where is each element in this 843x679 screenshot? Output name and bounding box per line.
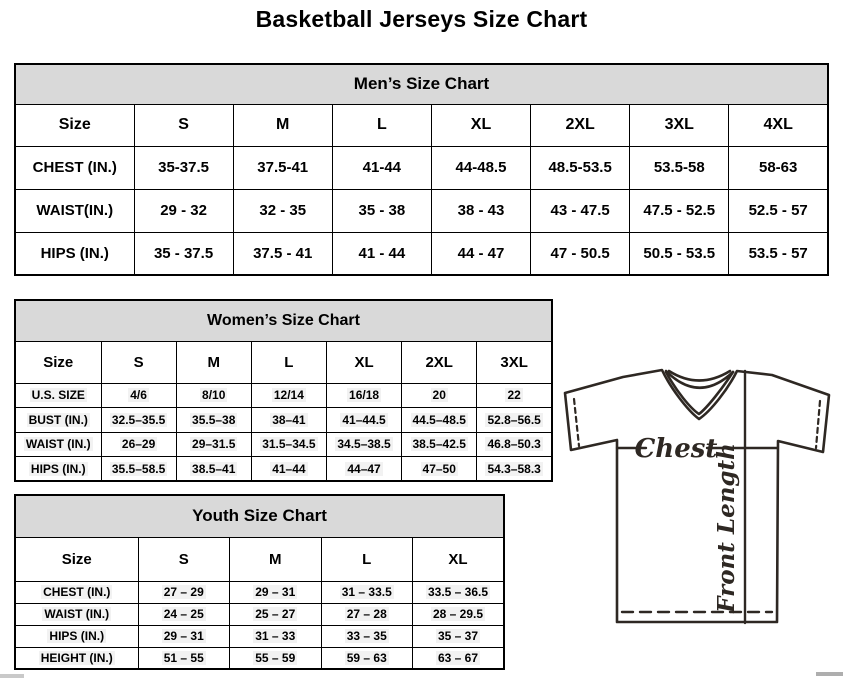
size-header-label: Size (15, 537, 138, 581)
youth-table-title: Youth Size Chart (15, 495, 504, 537)
value-cell: 47–50 (402, 457, 477, 482)
row-label: HEIGHT (IN.) (15, 647, 138, 669)
value-cell: 35-37.5 (134, 146, 233, 189)
size-header-row (15, 104, 828, 146)
mens-size-table (14, 63, 829, 276)
value-cell: 52.8–56.5 (477, 408, 552, 433)
table-row (15, 457, 552, 482)
collar-arc-inner (669, 371, 730, 381)
table-row (15, 647, 504, 669)
row-label: HIPS (IN.) (15, 232, 134, 275)
value-cell: 38.5–42.5 (402, 432, 477, 457)
mens-table-title: Men’s Size Chart (15, 64, 828, 104)
value-cell: 52.5 - 57 (729, 189, 828, 232)
value-cell: 54.3–58.3 (477, 457, 552, 482)
size-column-header: M (233, 104, 332, 146)
table-row (15, 146, 828, 189)
value-cell: 43 - 47.5 (531, 189, 630, 232)
value-cell: 50.5 - 53.5 (630, 232, 729, 275)
womens-table-title: Women’s Size Chart (15, 300, 552, 341)
value-cell: 29 – 31 (230, 581, 322, 603)
table-row (15, 432, 552, 457)
scrollbar-fragment-right[interactable] (816, 672, 843, 676)
page-title: Basketball Jerseys Size Chart (255, 6, 588, 32)
row-label: CHEST (IN.) (15, 581, 138, 603)
size-column-header: XL (326, 341, 401, 383)
size-column-header: XL (431, 104, 530, 146)
size-column-header: L (251, 341, 326, 383)
jersey-outline (565, 370, 829, 622)
size-column-header: M (176, 341, 251, 383)
row-label: HIPS (IN.) (15, 457, 101, 482)
value-cell: 37.5 - 41 (233, 232, 332, 275)
size-column-header: L (332, 104, 431, 146)
size-column-header: S (134, 104, 233, 146)
value-cell: 47.5 - 52.5 (630, 189, 729, 232)
value-cell: 55 – 59 (230, 647, 322, 669)
value-cell: 35.5–38 (176, 408, 251, 433)
value-cell: 46.8–50.3 (477, 432, 552, 457)
size-column-header: 4XL (729, 104, 828, 146)
value-cell: 63 – 67 (413, 647, 505, 669)
jersey-diagram-icon (556, 362, 838, 654)
value-cell: 24 – 25 (138, 603, 230, 625)
value-cell: 48.5-53.5 (531, 146, 630, 189)
value-cell: 16/18 (326, 383, 401, 408)
row-label: WAIST(IN.) (15, 189, 134, 232)
womens-size-table (14, 299, 553, 482)
value-cell: 22 (477, 383, 552, 408)
value-cell: 41–44.5 (326, 408, 401, 433)
value-cell: 35 - 37.5 (134, 232, 233, 275)
youth-table-header-band (15, 495, 504, 537)
value-cell: 29 - 32 (134, 189, 233, 232)
value-cell: 20 (402, 383, 477, 408)
size-column-header: 3XL (477, 341, 552, 383)
value-cell: 38–41 (251, 408, 326, 433)
value-cell: 32 - 35 (233, 189, 332, 232)
value-cell: 41-44 (332, 146, 431, 189)
value-cell: 53.5-58 (630, 146, 729, 189)
size-column-header: M (230, 537, 322, 581)
value-cell: 32.5–35.5 (101, 408, 176, 433)
scrollbar-fragment-left[interactable] (0, 674, 24, 678)
mens-table-header-band (15, 64, 828, 104)
value-cell: 31 – 33.5 (321, 581, 413, 603)
table-row (15, 189, 828, 232)
table-row (15, 603, 504, 625)
table-row (15, 383, 552, 408)
row-label: HIPS (IN.) (15, 625, 138, 647)
value-cell: 12/14 (251, 383, 326, 408)
size-header-label: Size (15, 341, 101, 383)
value-cell: 4/6 (101, 383, 176, 408)
value-cell: 34.5–38.5 (326, 432, 401, 457)
table-row (15, 408, 552, 433)
value-cell: 44.5–48.5 (402, 408, 477, 433)
size-column-header: 3XL (630, 104, 729, 146)
size-header-label: Size (15, 104, 134, 146)
value-cell: 31 – 33 (230, 625, 322, 647)
value-cell: 35 – 37 (413, 625, 505, 647)
table-row (15, 581, 504, 603)
value-cell: 27 – 28 (321, 603, 413, 625)
row-label: WAIST (IN.) (15, 603, 138, 625)
chest-label: Chest (634, 434, 718, 464)
value-cell: 31.5–34.5 (251, 432, 326, 457)
value-cell: 41 - 44 (332, 232, 431, 275)
size-column-header: S (101, 341, 176, 383)
size-column-header: 2XL (402, 341, 477, 383)
size-header-row (15, 341, 552, 383)
value-cell: 33 – 35 (321, 625, 413, 647)
size-header-row (15, 537, 504, 581)
value-cell: 29–31.5 (176, 432, 251, 457)
value-cell: 37.5-41 (233, 146, 332, 189)
row-label: CHEST (IN.) (15, 146, 134, 189)
table-row (15, 625, 504, 647)
value-cell: 35 - 38 (332, 189, 431, 232)
value-cell: 58-63 (729, 146, 828, 189)
row-label: BUST (IN.) (15, 408, 101, 433)
table-row (15, 232, 828, 275)
value-cell: 29 – 31 (138, 625, 230, 647)
value-cell: 33.5 – 36.5 (413, 581, 505, 603)
value-cell: 44–47 (326, 457, 401, 482)
row-label: U.S. SIZE (15, 383, 101, 408)
size-column-header: L (321, 537, 413, 581)
value-cell: 38.5–41 (176, 457, 251, 482)
size-column-header: S (138, 537, 230, 581)
size-column-header: 2XL (531, 104, 630, 146)
value-cell: 28 – 29.5 (413, 603, 505, 625)
value-cell: 35.5–58.5 (101, 457, 176, 482)
value-cell: 27 – 29 (138, 581, 230, 603)
size-column-header: XL (413, 537, 505, 581)
row-label: WAIST (IN.) (15, 432, 101, 457)
value-cell: 51 – 55 (138, 647, 230, 669)
value-cell: 38 - 43 (431, 189, 530, 232)
value-cell: 8/10 (176, 383, 251, 408)
value-cell: 44-48.5 (431, 146, 530, 189)
value-cell: 44 - 47 (431, 232, 530, 275)
womens-table-header-band (15, 300, 552, 341)
value-cell: 41–44 (251, 457, 326, 482)
youth-size-table (14, 494, 505, 670)
front-length-label: Front Length (713, 443, 740, 613)
value-cell: 47 - 50.5 (531, 232, 630, 275)
value-cell: 59 – 63 (321, 647, 413, 669)
value-cell: 25 – 27 (230, 603, 322, 625)
jersey-measurement-diagram (556, 362, 838, 654)
value-cell: 53.5 - 57 (729, 232, 828, 275)
value-cell: 26–29 (101, 432, 176, 457)
